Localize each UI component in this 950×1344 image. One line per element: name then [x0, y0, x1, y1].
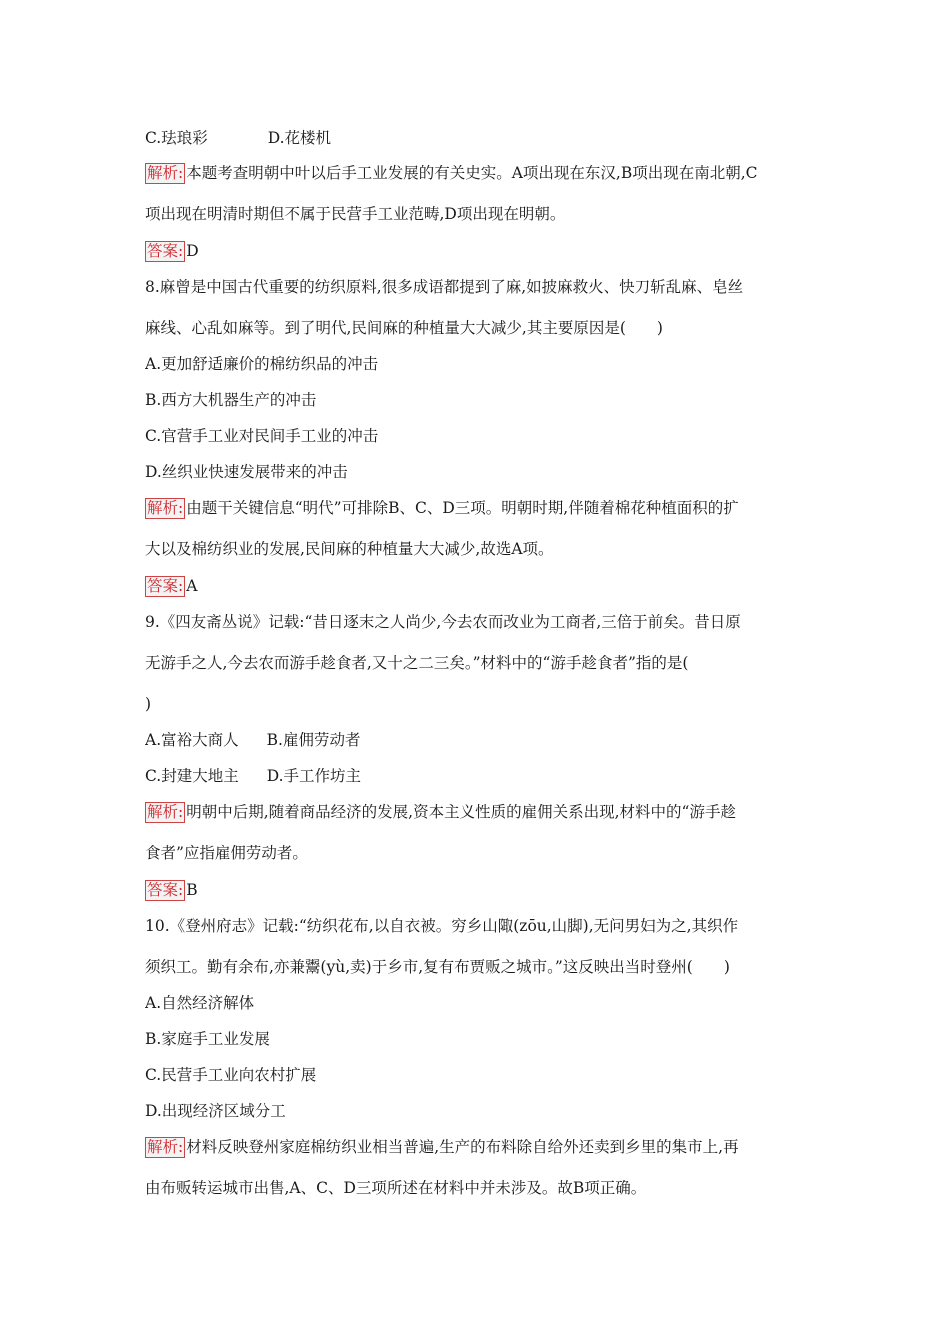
q9-option-d: D.手工作坊主 — [266, 767, 362, 785]
q9-options-ab — [145, 729, 809, 751]
q9-options-cd — [145, 765, 809, 787]
q9-option-a: A.富裕大商人 — [145, 731, 239, 749]
q10-stem-text-2: 须织工。勤有余布,亦兼鬻(yù,卖)于乡市,复有布贾贩之城市。”这反映出当时登州( ) — [145, 958, 730, 976]
q9-analysis-line-1 — [145, 801, 809, 823]
answer-label: 答案: — [147, 242, 184, 260]
q9-stem-line-2 — [145, 652, 809, 674]
q10-option-c: C.民营手工业向农村扩展 — [145, 1066, 317, 1084]
q9-analysis-line-2 — [145, 842, 809, 864]
q7-analysis-line-1 — [145, 162, 809, 184]
q7-analysis-text-1: 本题考查明朝中叶以后手工业发展的有关史实。A项出现在东汉,B项出现在南北朝,C — [186, 164, 758, 182]
q10-stem-line-1 — [145, 915, 809, 937]
q9-option-b: B.雇佣劳动者 — [266, 731, 361, 749]
q7-analysis-text-2: 项出现在明清时期但不属于民营手工业范畴,D项出现在明朝。 — [145, 205, 566, 223]
q8-stem-text-1: 8.麻曾是中国古代重要的纺织原料,很多成语都提到了麻,如披麻救火、快刀斩乱麻、皂丝 — [145, 278, 744, 296]
analysis-label: 解析: — [147, 803, 184, 821]
q8-answer-value: A — [186, 577, 198, 595]
q9-stem-text-2: 无游手之人,今去农而游手趁食者,又十之二三矣。”材料中的“游手趁食者”指的是( — [145, 654, 689, 672]
q8-analysis-line-1 — [145, 497, 809, 519]
analysis-label: 解析: — [147, 499, 184, 517]
q8-option-c: C.官营手工业对民间手工业的冲击 — [145, 427, 379, 445]
q7-option-d: D.花楼机 — [267, 129, 332, 147]
q9-analysis-text-1: 明朝中后期,随着商品经济的发展,资本主义性质的雇佣关系出现,材料中的“游手趁 — [186, 803, 736, 821]
q10-stem-text-1: 10.《登州府志》记载:“纺织花布,以自衣被。穷乡山陬(zōu,山脚),无问男妇为之,其织作 — [145, 917, 739, 935]
q9-answer-value: B — [186, 881, 198, 899]
q8-option-a: A.更加舒适廉价的棉纺织品的冲击 — [145, 355, 379, 373]
analysis-label: 解析: — [147, 164, 184, 182]
q9-analysis-text-2: 食者”应指雇佣劳动者。 — [145, 844, 308, 862]
q10-option-b: B.家庭手工业发展 — [145, 1030, 270, 1048]
answer-label: 答案: — [147, 881, 184, 899]
q7-answer-value: D — [186, 242, 199, 260]
q8-analysis-text-2: 大以及棉纺织业的发展,民间麻的种植量大大减少,故选A项。 — [145, 540, 554, 558]
q8-stem-line-1 — [145, 276, 809, 298]
q10-analysis-line-2 — [145, 1177, 809, 1199]
q8-stem-text-2: 麻线、心乱如麻等。到了明代,民间麻的种植量大大减少,其主要原因是( ) — [145, 319, 663, 337]
q8-analysis-line-2 — [145, 538, 809, 560]
q9-stem-text-3: ) — [145, 695, 152, 713]
q10-option-d: D.出现经济区域分工 — [145, 1102, 286, 1120]
q9-stem-line-1 — [145, 611, 809, 633]
q10-analysis-text-2: 由布贩转运城市出售,A、C、D三项所述在材料中并未涉及。故B项正确。 — [145, 1179, 647, 1197]
q8-analysis-text-1: 由题干关键信息“明代”可排除B、C、D三项。明朝时期,伴随着棉花种植面积的扩 — [186, 499, 739, 517]
q9-answer — [145, 879, 809, 901]
q10-analysis-line-1 — [145, 1136, 809, 1158]
q7-options-cd — [145, 127, 809, 149]
q8-answer — [145, 575, 809, 597]
q8-option-d: D.丝织业快速发展带来的冲击 — [145, 463, 348, 481]
q9-stem-text-1: 9.《四友斋丛说》记载:“昔日逐末之人尚少,今去农而改业为工商者,三倍于前矣。昔日原 — [145, 613, 741, 631]
q10-analysis-text-1: 材料反映登州家庭棉纺织业相当普遍,生产的布料除自给外还卖到乡里的集市上,再 — [186, 1138, 739, 1156]
q10-option-a: A.自然经济解体 — [145, 994, 255, 1012]
q7-option-c: C.珐琅彩 — [145, 129, 208, 147]
q7-answer — [145, 240, 809, 262]
q8-stem-line-2 — [145, 317, 809, 339]
q9-option-c: C.封建大地主 — [145, 767, 239, 785]
q9-stem-line-3 — [145, 693, 809, 715]
analysis-label: 解析: — [147, 1138, 184, 1156]
q7-analysis-line-2 — [145, 203, 809, 225]
q8-option-b: B.西方大机器生产的冲击 — [145, 391, 317, 409]
q10-stem-line-2 — [145, 956, 809, 978]
answer-label: 答案: — [147, 577, 184, 595]
